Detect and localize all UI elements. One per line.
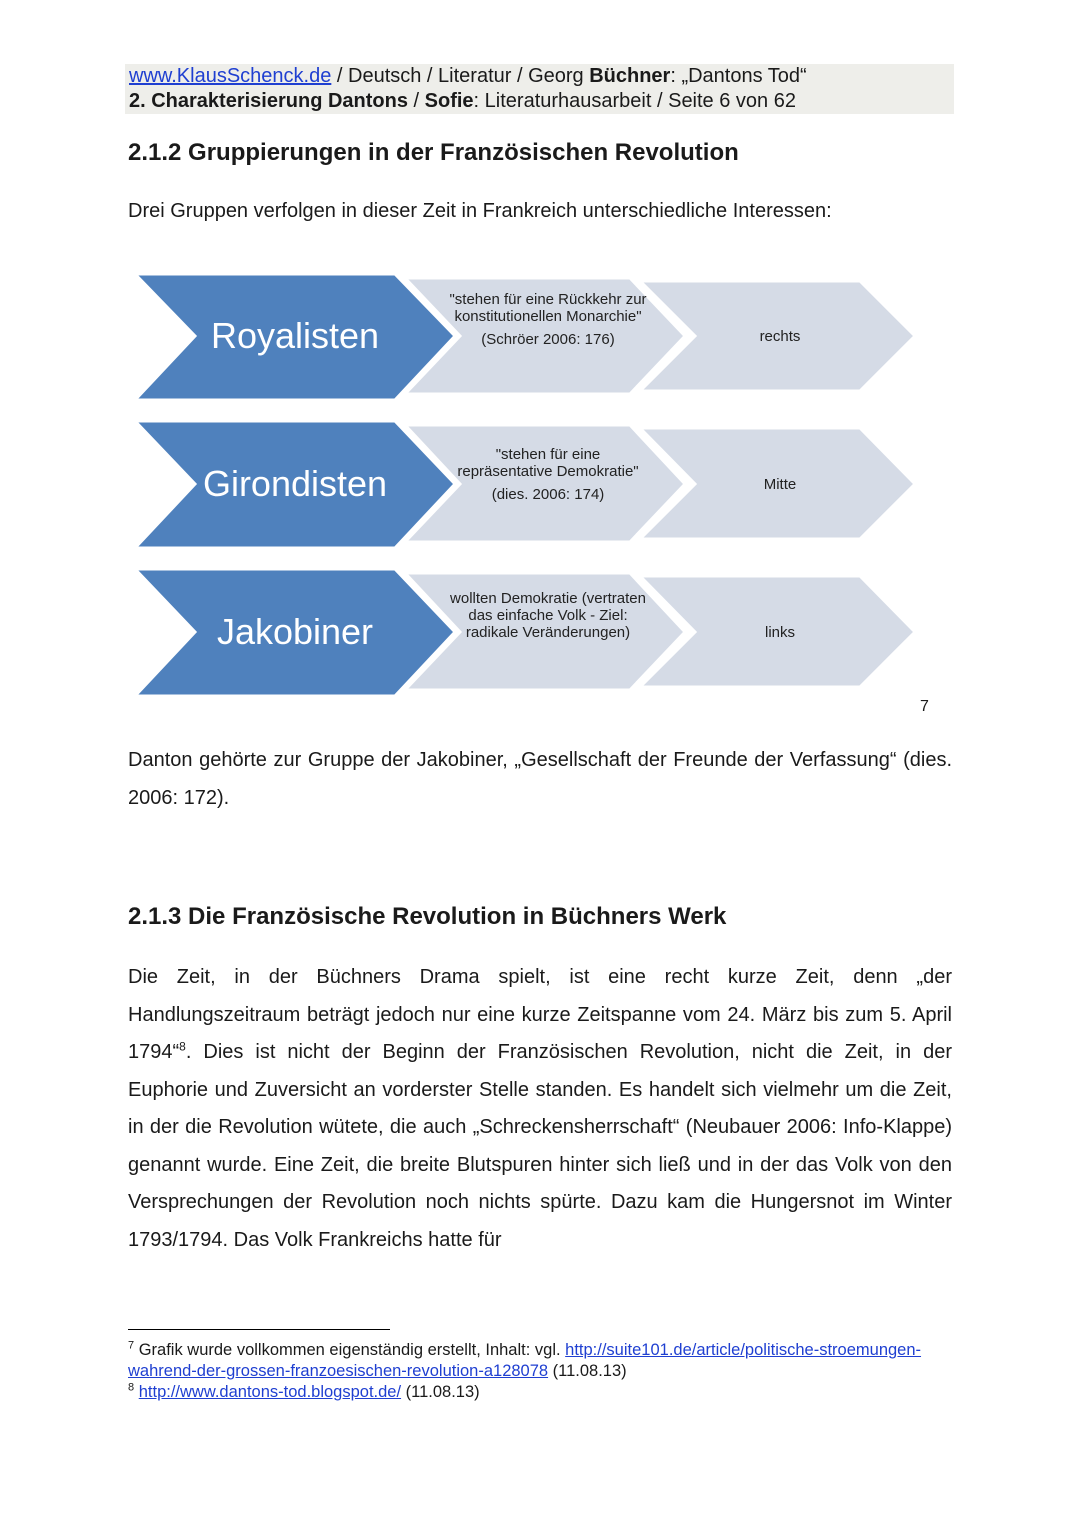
group-label-royalisten: Royalisten (210, 315, 380, 356)
group-label-girondisten: Girondisten (202, 463, 388, 504)
diagram-footnote-marker: 7 (920, 698, 929, 715)
footnote-ref-8: 8 (179, 1039, 186, 1054)
group-position-girondisten: Mitte (763, 476, 797, 493)
footnote-8: $^8$ http://www.dantons-tod.blogspot.de/ (11.08.13) (128, 1381, 480, 1401)
group-citation-girondisten: (dies. 2006: 174) (491, 486, 605, 503)
group-citation-royalisten: (Schröer 2006: 176) (481, 331, 615, 348)
page-header (125, 64, 954, 114)
footnote-7: $^7$ Grafik wurde vollkommen eigenständig erstellt, Inhalt: vgl. http://suite101.de/article/politische-stroemungen-wahrend-der-grossen-franzoesischen-revolution-a128078 (11.08.13) (128, 1339, 922, 1380)
section-heading-buechner: 2.1.3 Die Französische Revolution in Büchners Werk (128, 903, 727, 930)
intro-text: Drei Gruppen verfolgen in dieser Zeit in Frankreich unterschiedliche Interessen: (128, 200, 832, 222)
header-line-2: 2. Charakterisierung Dantons / Sofie: Literaturhausarbeit / Seite 6 von 62 (129, 90, 796, 112)
buechner-paragraph: Die Zeit, in der Büchners Drama spielt, ist eine recht kurze Zeit, denn „der Handlungszeitraum beträgt jedoch nur eine kurze Zeitspanne vom 24. März bis zum 5. April 1794“$^8$. Dies ist nicht der Beginn der Französischen Revolution, nicht die Zeit, in der Euphorie und Zuversicht an vorderster Stelle standen. Es handelt sich vielmehr um die Zeit, in der die Revolution wütete, die auch „Schreckensherrschaft“ (Neubauer 2006: Info-Klappe) genannt wurde. Eine Zeit, die breite Blutspuren hinter sich ließ und in der das Volk von den Versprechungen der Revolution noch nichts spürte. Dazu kam die Hungersnot im Winter 1793/1794. Das Volk Frankreichs hatte für (128, 966, 952, 1251)
group-description-girondisten: "stehen für eine repräsentative Demokratie" (dies. 2006: 174) (448, 446, 648, 503)
footnote-7-link[interactable]: http://suite101.de/article/politische-stroemungen-wahrend-der-grossen-franzoesischen-revolution-a128078 (128, 1341, 922, 1380)
footnotes (128, 1340, 948, 1403)
danton-group-paragraph: Danton gehörte zur Gruppe der Jakobiner, „Gesellschaft der Freunde der Verfassung“ (dies. 2006: 172). (128, 749, 952, 809)
footnote-divider (128, 1329, 390, 1330)
group-label-jakobiner: Jakobiner (216, 611, 374, 652)
header-line-1: www.KlausSchenck.de / Deutsch / Literatur / Georg Büchner: „Dantons Tod“ (129, 65, 807, 87)
group-description-royalisten: "stehen für eine Rückkehr zur konstitutionellen Monarchie" (Schröer 2006: 176) (449, 291, 647, 348)
footnote-8-link[interactable]: http://www.dantons-tod.blogspot.de/ (138, 1383, 402, 1401)
section-heading-groups: 2.1.2 Gruppierungen in der Französischen Revolution (128, 139, 739, 166)
group-position-jakobiner: links (764, 624, 795, 641)
group-description-jakobiner: wollten Demokratie (vertraten das einfache Volk - Ziel: radikale Veränderungen) (450, 590, 646, 641)
groups-diagram (130, 266, 930, 706)
group-position-royalisten: rechts (759, 328, 801, 345)
site-link[interactable]: www.KlausSchenck.de (129, 65, 332, 87)
